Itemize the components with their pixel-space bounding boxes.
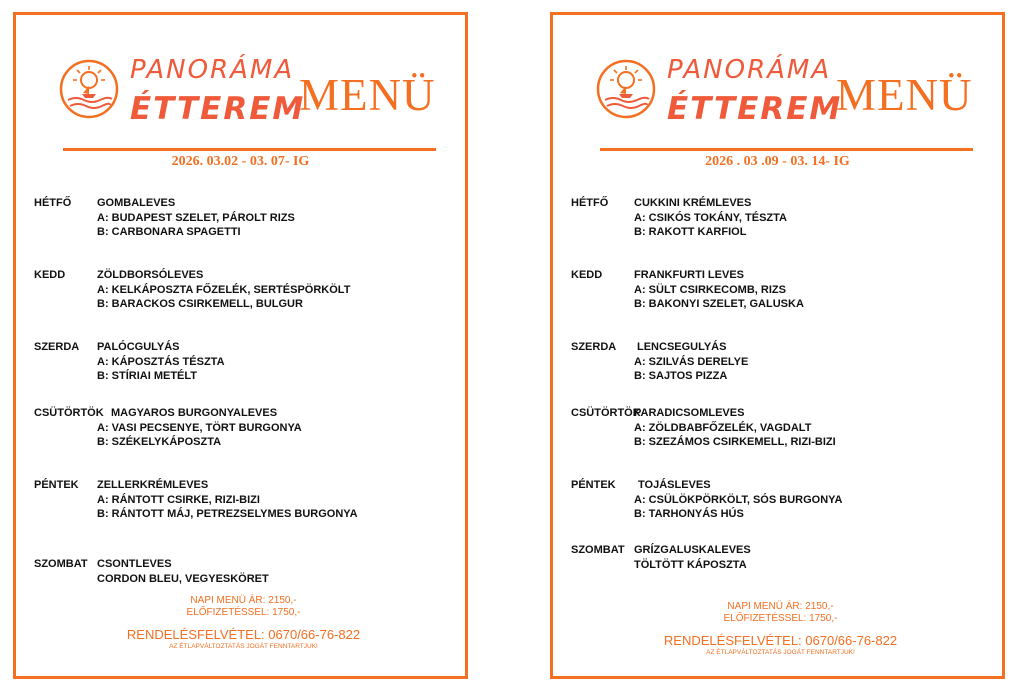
day-label: PÉNTEK — [34, 479, 79, 491]
menu-b-line: B: SAJTOS PIZZA — [634, 370, 728, 382]
menu-a-line: A: KÁPOSZTÁS TÉSZTA — [97, 355, 225, 368]
soup-line: FRANKFURTI LEVES — [634, 269, 744, 281]
day-label: CSÜTÖRTÖK — [34, 407, 104, 419]
menu-a-line: A: RÁNTOTT CSIRKE, RIZI-BIZI — [97, 493, 260, 506]
soup-line: PARADICSOMLEVES — [634, 407, 745, 419]
menu-b-line: B: BAKONYI SZELET, GALUSKA — [634, 298, 804, 310]
order-phone: RENDELÉSFELVÉTEL: 0670/66-76-822 — [663, 633, 898, 648]
menu-a-line: A: BUDAPEST SZELET, PÁROLT RIZS — [97, 211, 295, 224]
soup-line: TOJÁSLEVES — [638, 479, 711, 491]
day-label: SZOMBAT — [571, 544, 625, 556]
menu-page-week1 — [13, 12, 468, 679]
day-label: PÉNTEK — [571, 479, 616, 491]
menu-b-line: B: STÍRIAI METÉLT — [97, 370, 198, 382]
day-label: KEDD — [571, 269, 603, 281]
order-phone: RENDELÉSFELVÉTEL: 0670/66-76-822 — [126, 627, 361, 642]
disclaimer-note: AZ ÉTLAPVÁLTOZTATÁS JOGÁT FENNTARTJUK! — [169, 643, 318, 650]
menu-a-line: A: VASI PECSENYE, TÖRT BURGONYA — [97, 421, 302, 434]
sun-boat-logo-icon — [58, 58, 120, 120]
subscription-price: ELŐFIZETÉSSEL: 1750,- — [186, 607, 301, 618]
menu-a-line: A: ZÖLDBABFŐZELÉK, VAGDALT — [634, 421, 812, 434]
menu-a-line: A: CSÜLÖKPÖRKÖLT, SÓS BURGONYA — [634, 493, 843, 506]
menu-title: MENÜ — [836, 70, 973, 120]
soup-line: MAGYAROS BURGONYALEVES — [111, 407, 278, 419]
daily-price: NAPI MENÜ ÁR: 2150,- — [727, 601, 834, 612]
soup-line: LENCSEGULYÁS — [637, 341, 727, 353]
daily-price: NAPI MENÜ ÁR: 2150,- — [190, 595, 297, 606]
menu-b-line: B: BARACKOS CSIRKEMELL, BULGUR — [97, 298, 303, 310]
brand-name-line1: PANORÁMA — [667, 55, 832, 85]
menu-b-line: B: SZEZÁMOS CSIRKEMELL, RIZI-BIZI — [634, 436, 836, 448]
soup-line: CSONTLEVES — [97, 558, 172, 570]
soup-line: GOMBALEVES — [97, 197, 176, 209]
menu-page-week2 — [550, 12, 1005, 679]
main-line: TÖLTÖTT KÁPOSZTA — [634, 558, 747, 571]
day-label: HÉTFŐ — [571, 197, 609, 209]
menu-a-line: A: CSIKÓS TOKÁNY, TÉSZTA — [634, 211, 787, 224]
date-range: 2026 . 03 .09 - 03. 14- IG — [705, 154, 850, 169]
day-label: HÉTFŐ — [34, 197, 72, 209]
menu-b-line: B: CARBONARA SPAGETTI — [97, 226, 241, 238]
menu-b-line: B: RÁNTOTT MÁJ, PETREZSELYMES BURGONYA — [97, 508, 358, 520]
menu-a-line: A: SZILVÁS DERELYE — [634, 355, 749, 368]
menu-b-line: B: SZÉKELYKÁPOSZTA — [97, 436, 222, 448]
menu-b-line: B: TARHONYÁS HÚS — [634, 508, 744, 520]
menu-a-line: A: KELKÁPOSZTA FŐZELÉK, SERTÉSPÖRKÖLT — [97, 283, 351, 296]
divider — [63, 148, 436, 151]
day-label: SZOMBAT — [34, 558, 88, 570]
sun-boat-logo-icon — [595, 58, 657, 120]
menu-title: MENÜ — [299, 70, 436, 120]
menu-b-line: B: RAKOTT KARFIOL — [634, 226, 747, 238]
brand-name-line2: ÉTTEREM — [667, 91, 843, 127]
brand-name-line1: PANORÁMA — [130, 55, 295, 85]
menu-a-line: A: SÜLT CSIRKECOMB, RIZS — [634, 283, 786, 296]
soup-line: GRÍZGALUSKALEVES — [634, 544, 751, 556]
date-range: 2026. 03.02 - 03. 07- IG — [171, 154, 310, 169]
soup-line: PALÓCGULYÁS — [97, 341, 180, 353]
day-label: CSÜTÖRTÖK — [571, 407, 641, 419]
brand-name-line2: ÉTTEREM — [130, 91, 306, 127]
day-label: SZERDA — [571, 341, 617, 353]
day-label: KEDD — [34, 269, 66, 281]
subscription-price: ELŐFIZETÉSSEL: 1750,- — [723, 613, 838, 624]
soup-line: CUKKINI KRÉMLEVES — [634, 197, 752, 209]
divider — [600, 148, 973, 151]
disclaimer-note: AZ ÉTLAPVÁLTOZTATÁS JOGÁT FENNTARTJUK! — [706, 649, 855, 656]
day-label: SZERDA — [34, 341, 80, 353]
soup-line: ZÖLDBORSÓLEVES — [97, 269, 204, 281]
main-line: CORDON BLEU, VEGYESKÖRET — [97, 572, 269, 585]
soup-line: ZELLERKRÉMLEVES — [97, 479, 209, 491]
